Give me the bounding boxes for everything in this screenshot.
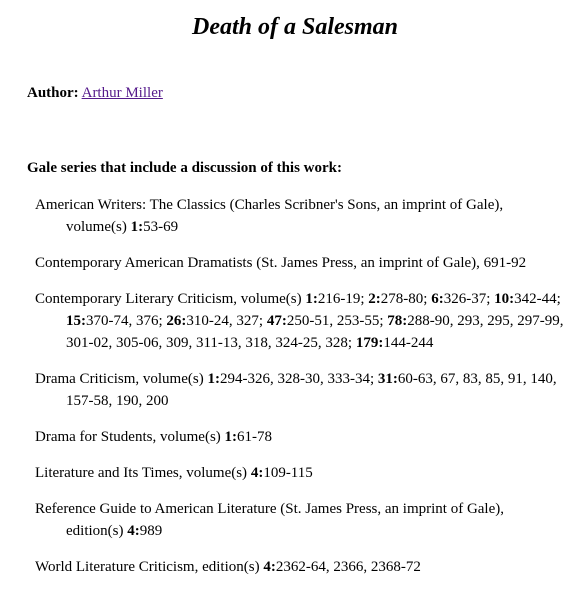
series-text: 60-63, 67, 83, 85, 91, 140, 157-58, 190, 200: [66, 371, 557, 409]
series-text: 278-80;: [380, 291, 432, 307]
series-entry: [35, 368, 565, 412]
series-entry: [35, 288, 565, 354]
volume-number: 47:: [266, 313, 287, 329]
series-text: 989: [139, 523, 163, 539]
volume-number: 4:: [127, 523, 140, 539]
series-entry: [35, 462, 565, 484]
volume-number: 1:: [305, 291, 318, 307]
series-text: 144-244: [383, 335, 434, 351]
volume-number: 4:: [250, 465, 264, 481]
series-text: 326-37;: [443, 291, 495, 307]
series-text: Contemporary American Dramatists (St. James Press, an imprint of Gale), 691-92: [35, 255, 527, 271]
series-text: 370-74, 376;: [86, 313, 167, 329]
page-title: Death of a Salesman: [191, 14, 398, 40]
series-text: Literature and Its Times, volume(s): [35, 465, 251, 481]
series-entry: [35, 252, 565, 274]
series-text: 250-51, 253-55;: [286, 313, 388, 329]
volume-number: 26:: [166, 313, 187, 329]
series-entry: [35, 426, 565, 448]
series-entry: [35, 556, 565, 578]
series-entry: [35, 498, 565, 542]
volume-number: 1:: [207, 371, 220, 387]
volume-number: 78:: [387, 313, 408, 329]
series-text: Contemporary Literary Criticism, volume(s): [35, 291, 306, 307]
series-entry: [35, 194, 565, 238]
author-line: [27, 83, 163, 103]
author-link[interactable]: Arthur Miller: [81, 85, 163, 101]
series-heading: Gale series that include a discussion of this work:: [27, 160, 343, 176]
volume-number: 15:: [66, 313, 86, 329]
volume-number: 2:: [368, 291, 381, 307]
series-text: Drama Criticism, volume(s): [35, 371, 208, 387]
series-text: World Literature Criticism, edition(s): [35, 559, 264, 575]
series-text: 53-69: [143, 219, 179, 235]
series-text: American Writers: The Classics (Charles Scribner's Sons, an imprint of Gale), volume(s): [35, 197, 504, 235]
volume-number: 1:: [224, 429, 238, 445]
series-text: Drama for Students, volume(s): [35, 429, 225, 445]
volume-number: 4:: [263, 559, 276, 575]
volume-number: 6:: [431, 291, 444, 307]
series-text: 288-90, 293, 295, 297-99, 301-02, 305-06, 309, 311-13, 318, 324-25, 328;: [66, 313, 564, 351]
series-text: 294-326, 328-30, 333-34;: [219, 371, 378, 387]
series-text: 109-115: [263, 465, 313, 481]
series-text: 61-78: [237, 429, 273, 445]
volume-number: 31:: [377, 371, 398, 387]
series-text: 2362-64, 2366, 2368-72: [275, 559, 421, 575]
series-text: 310-24, 327;: [186, 313, 267, 329]
series-list: [35, 194, 565, 592]
author-label: Author:: [27, 85, 79, 101]
volume-number: 179:: [355, 335, 384, 351]
series-text: Reference Guide to American Literature (St. James Press, an imprint of Gale), edition(s): [35, 501, 505, 539]
series-text: 216-19;: [317, 291, 369, 307]
volume-number: 10:: [494, 291, 515, 307]
series-text: 342-44;: [514, 291, 561, 307]
volume-number: 1:: [130, 219, 144, 235]
